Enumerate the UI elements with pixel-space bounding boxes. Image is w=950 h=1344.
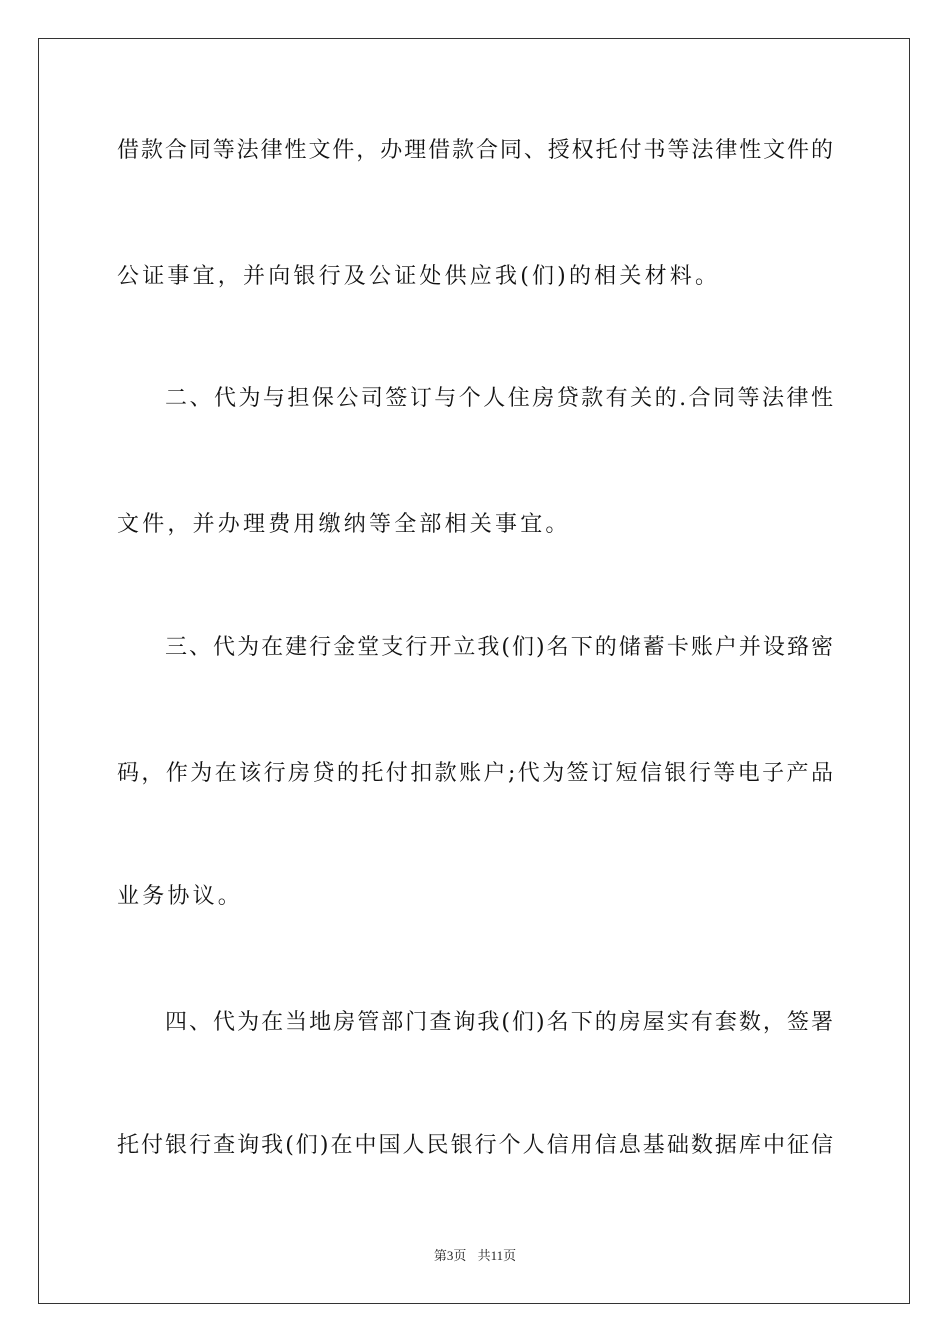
body-line-9: 托付银行查询我(们)在中国人民银行个人信用信息基础数据库中征信 (117, 1133, 833, 1158)
page-number-current: 第3页 (433, 1248, 467, 1263)
body-line-1: 借款合同等法律性文件，办理借款合同、授权托付书等法律性文件的 (117, 138, 833, 163)
page-footer (0, 1247, 950, 1265)
body-line-5: 三、代为在建行金堂支行开立我(们)名下的储蓄卡账户并设臵密 (165, 635, 833, 660)
body-line-7: 业务协议。 (117, 884, 244, 909)
body-line-2: 公证事宜，并向银行及公证处供应我(们)的相关材料。 (117, 264, 721, 289)
page-number-total: 共11页 (477, 1248, 517, 1263)
body-line-3: 二、代为与担保公司签订与个人住房贷款有关的.合同等法律性 (165, 386, 833, 411)
body-line-8: 四、代为在当地房管部门查询我(们)名下的房屋实有套数，签署 (165, 1010, 833, 1035)
body-line-4: 文件，并办理费用缴纳等全部相关事宜。 (117, 512, 571, 537)
page-border (38, 38, 910, 1304)
body-line-6: 码，作为在该行房贷的托付扣款账户;代为签订短信银行等电子产品 (117, 761, 833, 786)
